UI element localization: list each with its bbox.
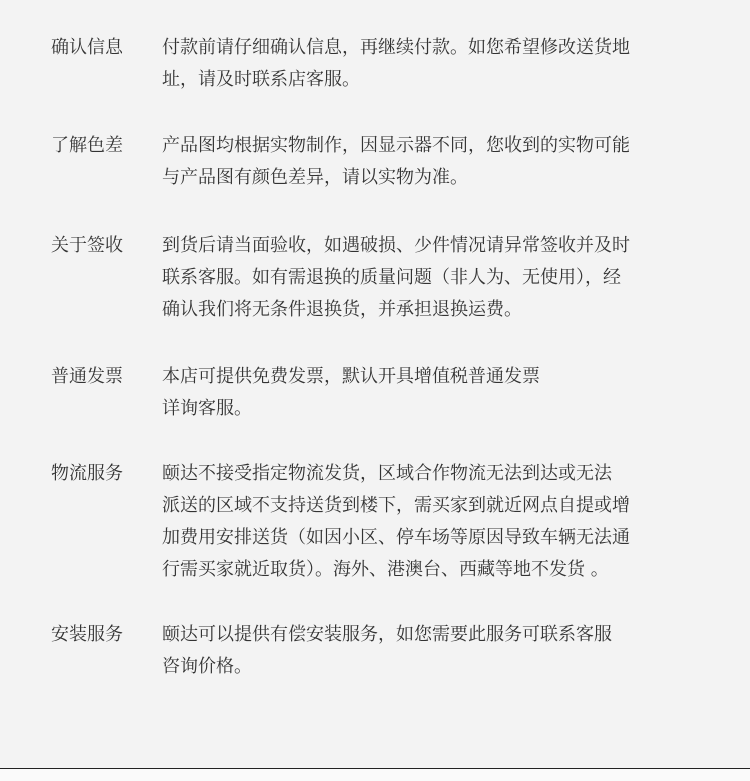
body-line: 产品图均根据实物制作，因显示器不同，您收到的实物可能 xyxy=(162,135,630,156)
body-line: 行需买家就近取货）。海外、港澳台、西藏等地不发货 。 xyxy=(162,559,609,580)
body-line: 颐达可以提供有偿安装服务，如您需要此服务可联系客服 xyxy=(162,624,612,645)
section-body xyxy=(162,130,722,194)
bottom-band xyxy=(0,769,750,781)
body-line: 详询客服。 xyxy=(162,398,252,419)
section-title: 普通发票 xyxy=(51,366,123,387)
body-line: 付款前请仔细确认信息，再继续付款。如您希望修改送货地 xyxy=(162,37,630,58)
section-body xyxy=(162,32,722,96)
section-body xyxy=(162,361,722,425)
section-title: 确认信息 xyxy=(51,37,123,58)
section-title: 了解色差 xyxy=(51,135,123,156)
body-line: 址，请及时联系店客服。 xyxy=(162,69,360,90)
body-line: 联系客服。如有需退换的质量问题（非人为、无使用），经 xyxy=(162,267,621,288)
section-title: 物流服务 xyxy=(51,463,123,484)
body-line: 到货后请当面验收，如遇破损、少件情况请异常签收并及时 xyxy=(162,235,630,256)
section-body xyxy=(162,230,722,326)
section-title: 安装服务 xyxy=(51,624,123,645)
body-line: 加费用安排送货（如因小区、停车场等原因导致车辆无法通 xyxy=(162,527,630,548)
section-body xyxy=(162,458,722,586)
body-line: 本店可提供免费发票，默认开具增值税普通发票 xyxy=(162,366,540,387)
section-title: 关于签收 xyxy=(51,235,123,256)
body-line: 确认我们将无条件退换货，并承担退换运费。 xyxy=(162,299,522,320)
section-body xyxy=(162,619,722,683)
body-line: 派送的区域不支持送货到楼下，需买家到就近网点自提或增 xyxy=(162,495,630,516)
body-line: 咨询价格。 xyxy=(162,656,252,677)
body-line: 与产品图有颜色差异，请以实物为准。 xyxy=(162,167,468,188)
body-line: 颐达不接受指定物流发货，区域合作物流无法到达或无法 xyxy=(162,463,612,484)
